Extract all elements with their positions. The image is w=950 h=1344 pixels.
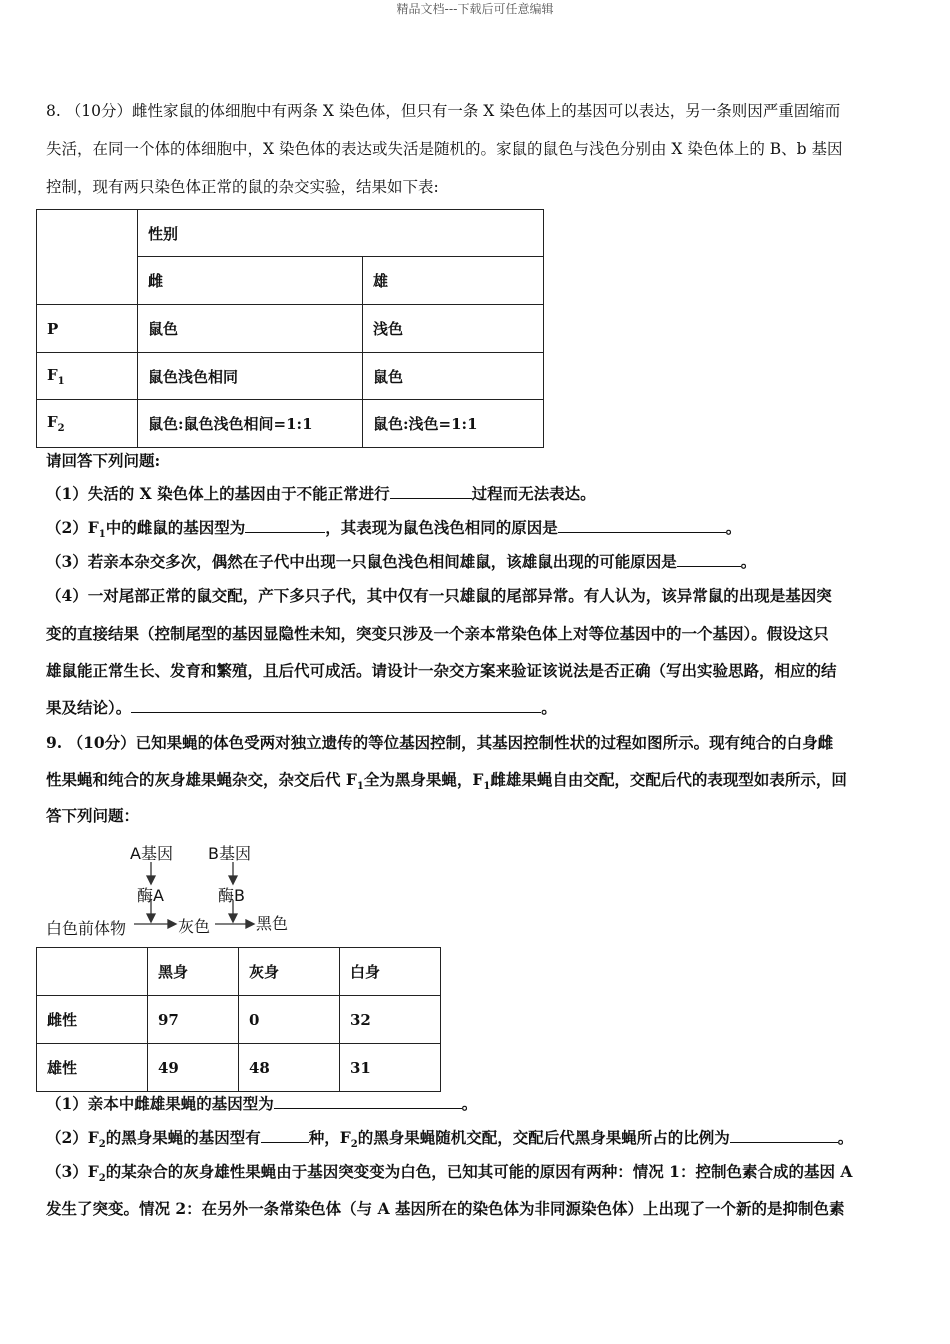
answer-blank[interactable]	[677, 552, 741, 567]
q8-row-f1-female: 鼠色浅色相同	[138, 353, 363, 400]
q9-row-female-label: 雌性	[37, 996, 148, 1044]
q9-row-male-black: 49	[148, 1044, 239, 1092]
q8-sub4-line3: 雄鼠能正常生长、发育和繁殖，且后代可成活。请设计一杂交方案来验证该说法是否正确（写出实验思路，相应的结	[46, 661, 837, 680]
answer-blank[interactable]	[390, 484, 472, 499]
q8-row-f2-male: 鼠色:浅色=1:1	[363, 400, 544, 448]
q8-line-3: 控制，现有两只染色体正常的鼠的杂交实验，结果如下表:	[46, 178, 439, 196]
answer-blank[interactable]	[558, 518, 726, 533]
q9-line-2: 性果蝇和纯合的灰身雄果蝇杂交，杂交后代 $F_1$全为黑身果蝇，$F_1$雌雄果蝇自由交配，交配后代的表现型如表所示，回	[46, 770, 847, 793]
q8-line-1: 8. （10分）雌性家鼠的体细胞中有两条 X 染色体，但只有一条 X 染色体上的基因可以表达，另一条则因严重固缩而	[46, 102, 841, 120]
q9-row-male-label: 雄性	[37, 1044, 148, 1092]
page-header: 精品文档---下载后可任意编辑	[396, 2, 554, 16]
q8-row-f1-gen: $F_1$	[37, 353, 138, 400]
answer-blank[interactable]	[245, 518, 325, 533]
q9-row-female-white: 32	[340, 996, 441, 1044]
pathway-diagram	[40, 836, 320, 946]
q8-table-female-header: 雌	[138, 257, 363, 305]
q9-header-black: 黑身	[148, 948, 239, 996]
answer-blank[interactable]	[261, 1128, 309, 1143]
answer-blank[interactable]	[730, 1128, 838, 1143]
q8-table-male-header: 雄	[363, 257, 544, 305]
q9-table-corner	[37, 948, 148, 996]
q8-row-f2-female: 鼠色:鼠色浅色相间=1:1	[138, 400, 363, 448]
q9-table	[36, 947, 441, 1092]
q8-row-p-female: 鼠色	[138, 305, 363, 353]
q9-line-1: 9. （10分）已知果蝇的体色受两对独立遗传的等位基因控制，其基因控制性状的过程如图所示。现有纯合的白身雌	[46, 733, 834, 752]
q8-sub1: （1）失活的 X 染色体上的基因由于不能正常进行 过程而无法表达。	[46, 484, 596, 503]
q9-line-3: 答下列问题：	[46, 806, 140, 825]
black-label: 黑色	[256, 914, 289, 933]
enzyme-b-label: 酶B	[218, 886, 245, 905]
q9-row-male-gray: 48	[239, 1044, 340, 1092]
q9-sub2: $(2)F_2$的黑身果蝇的基因型有 种，$F_2$的黑身果蝇随机交配，交配后代黑身果蝇所占的比例为 。	[46, 1128, 854, 1151]
answer-blank[interactable]	[274, 1094, 462, 1109]
answer-blank[interactable]	[131, 698, 541, 713]
q8-row-f1-male: 鼠色	[363, 353, 544, 400]
gene-a-label: A基因	[130, 844, 173, 863]
q8-sub4-line1: （4）一对尾部正常的鼠交配，产下多只子代，其中仅有一只雄鼠的尾部异常。有人认为，该异常鼠的出现是基因突	[46, 586, 832, 605]
q9-row-female-black: 97	[148, 996, 239, 1044]
q8-sub3: （3）若亲本杂交多次，偶然在子代中出现一只鼠色浅色相间雄鼠，该雄鼠出现的可能原因是 。	[46, 552, 757, 571]
q8-line-2: 失活，在同一个体的体细胞中，X 染色体的表达或失活是随机的。家鼠的鼠色与浅色分别由 X 染色体上的 B、b 基因	[46, 140, 843, 158]
gene-b-label: B基因	[208, 844, 251, 863]
gray-label: 灰色	[178, 917, 211, 936]
q8-row-p-male: 浅色	[363, 305, 544, 353]
q8-row-f2-gen: $F_2$	[37, 400, 138, 448]
q9-sub3-line2: 发生了突变。情况 2：在另外一条常染色体（与 A 基因所在的染色体为非同源染色体）上出现了一个新的是抑制色素	[46, 1199, 845, 1218]
q9-header-gray: 灰身	[239, 948, 340, 996]
precursor-label: 白色前体物	[46, 919, 127, 938]
q8-sub4-line2: 变的直接结果（控制尾型的基因显隐性未知，突变只涉及一个亲本常染色体上对等位基因中的一个基因）。假设这只	[46, 624, 829, 643]
q8-sub2: $(2)F_1$中的雌鼠的基因型为 ，其表现为鼠色浅色相同的原因是 。	[46, 518, 742, 541]
q8-sub4-line4: 果及结论）。 。	[46, 698, 557, 717]
q9-sub1: （1）亲本中雌雄果蝇的基因型为 。	[46, 1094, 478, 1113]
q9-row-female-gray: 0	[239, 996, 340, 1044]
q9-row-male-white: 31	[340, 1044, 441, 1092]
q9-header-white: 白身	[340, 948, 441, 996]
q9-sub3-line1: $(3)F_2$的某杂合的灰身雄性果蝇由于基因突变变为白色，已知其可能的原因有两种：情况 1：控制色素合成的基因 A	[46, 1162, 853, 1185]
q8-table-sex-header: 性别	[138, 210, 544, 257]
q8-table	[36, 209, 544, 448]
q8-ask: 请回答下列问题:	[46, 451, 161, 470]
q8-row-p-gen: P	[37, 305, 138, 353]
enzyme-a-label: 酶A	[137, 886, 164, 905]
q8-table-corner	[37, 210, 138, 305]
